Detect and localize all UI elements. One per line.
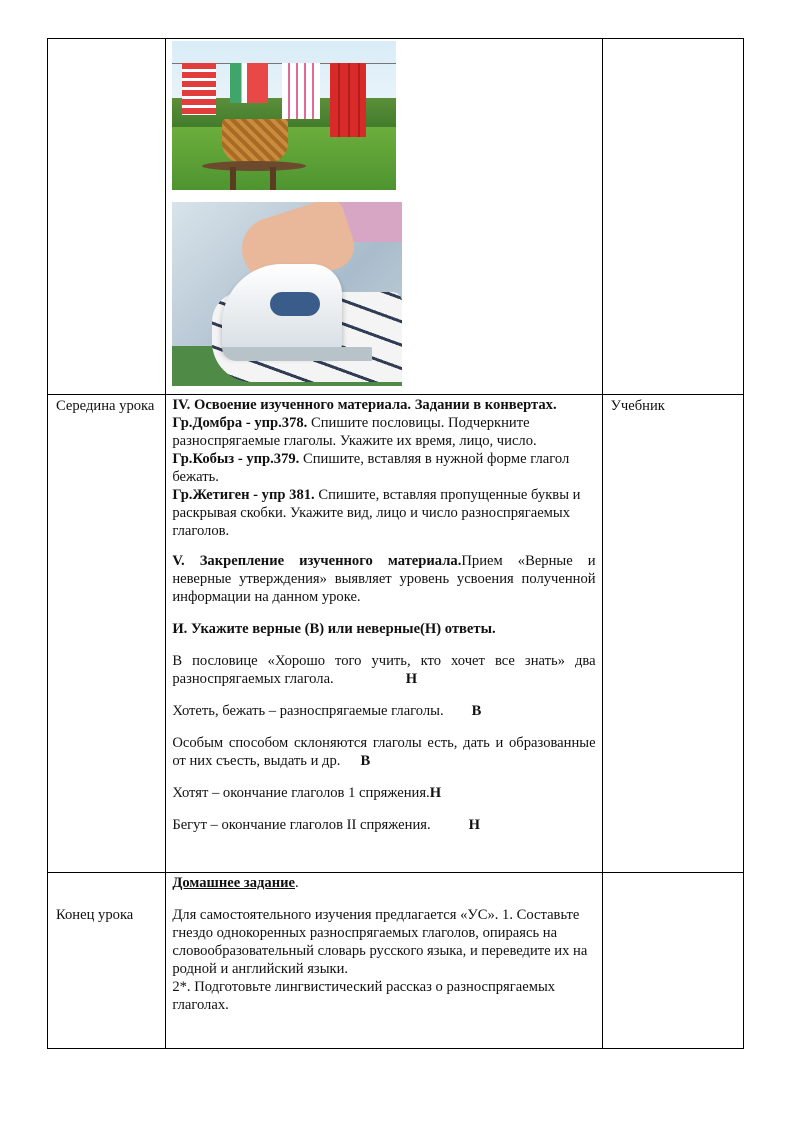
stage-label: Середина урока [56, 398, 155, 414]
statement-4: Хотят – окончание глаголов 1 спряжения.Н [172, 785, 442, 801]
task-kobyz: Гр.Кобыз - упр.379. Спишите, вставляя в нужной форме глагол бежать. [172, 451, 570, 485]
answer-mark: Н [468, 817, 480, 833]
task-heading: И. Укажите верные (В) или неверные(Н) ответы. [172, 621, 496, 637]
resource-cell [602, 39, 743, 395]
stage-label: Конец урока [56, 907, 134, 923]
table-row [48, 873, 744, 1049]
laundry-drying-photo [172, 41, 396, 190]
homework-text-2: 2*. Подготовьте лингвистический рассказ о разноспрягаемых глаголах. [172, 979, 556, 1013]
ironing-photo [172, 202, 402, 386]
table-row [48, 395, 744, 873]
section-5: V. Закрепление изученного материала.Прием «Верные и неверные утверждения» выявляет уровень усвоения полученной информации на данном уроке. [172, 553, 596, 605]
section-4-title: IV. Освоение изученного материала. Задании в конвертах. [172, 397, 557, 413]
task-zhetigen: Гр.Жетиген - упр 381. Спишите, вставляя пропущенные буквы и раскрывая скобки. Укажите вид, лицо и число разноспрягаемых глаголов. [172, 487, 581, 539]
content-cell [166, 395, 602, 873]
answer-mark: Н [429, 785, 442, 801]
statement-3: Особым способом склоняются глаголы есть, дать и образованные от них съесть, выдать и др. В [172, 735, 596, 769]
task-dombra: Гр.Домбра - упр.378. Спишите пословицы. Подчеркните разноспрягаемые глаголы. Укажите их время, лицо, число. [172, 415, 537, 449]
resource-cell [602, 873, 743, 1049]
content-cell [166, 873, 602, 1049]
stage-cell [48, 873, 166, 1049]
homework-text-1: Для самостоятельного изучения предлагается «УС». 1. Составьте гнездо однокоренных разноспрягаемых глаголов, опираясь на словообразовательный словарь русского языка, и переведите их на родной и английский языки. [172, 907, 588, 977]
statement-5: Бегут – окончание глаголов II спряжения. Н [172, 817, 480, 833]
lesson-plan-table [47, 38, 744, 1049]
stage-cell [48, 395, 166, 873]
homework-title: Домашнее задание. [172, 875, 299, 891]
statement-2: Хотеть, бежать – разноспрягаемые глаголы. В [172, 703, 482, 719]
stage-cell [48, 39, 166, 395]
content-cell [166, 39, 602, 395]
resource-label: Учебник [610, 398, 665, 414]
resource-cell [602, 395, 743, 873]
statement-1: В пословице «Хорошо того учить, кто хочет все знать» два разноспрягаемых глагола. Н [172, 653, 596, 687]
table-row [48, 39, 744, 395]
answer-mark: В [471, 703, 482, 719]
answer-mark: В [360, 753, 371, 769]
answer-mark: Н [405, 671, 418, 687]
